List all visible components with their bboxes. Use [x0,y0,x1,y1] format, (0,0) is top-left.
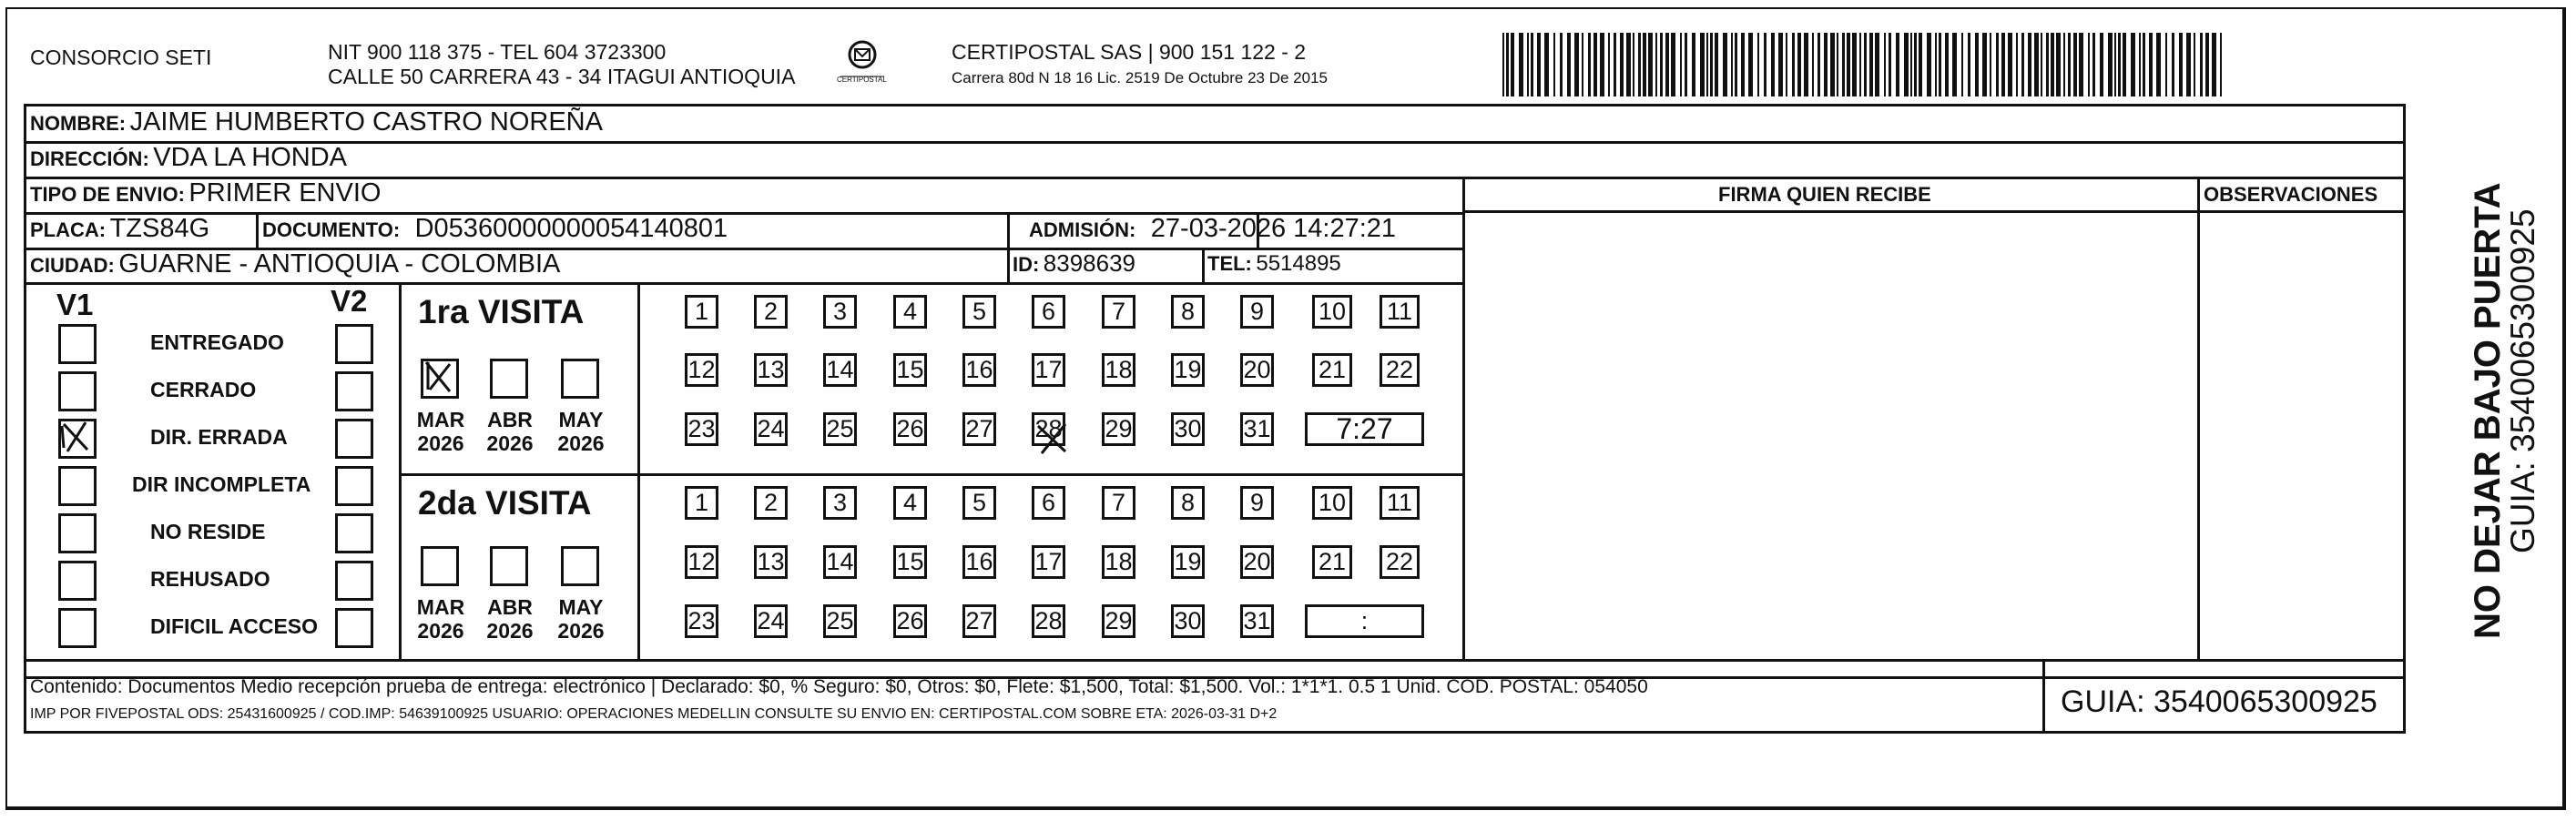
barcode-bar [1531,33,1533,96]
v1-checkbox[interactable] [58,608,97,648]
visit1-title: 1ra VISITA [418,293,585,330]
address-line: CALLE 50 CARRERA 43 - 34 ITAGUI ANTIOQUIA [328,65,796,88]
barcode-bar [1797,33,1801,96]
day-box[interactable]: 26 [893,604,927,638]
barcode-bar [2034,33,2039,96]
day-box[interactable]: 28 [1032,604,1065,638]
barcode-bar [2139,33,2141,96]
v1-checkbox[interactable] [58,466,97,506]
barcode-bar [1968,33,1970,96]
barcode-bar [1685,33,1687,96]
v2-label: V2 [331,284,368,318]
status-label: CERRADO [150,378,257,401]
direccion-label: DIRECCIÓN: [30,147,149,170]
month-label [415,408,466,456]
barcode-bar [1830,33,1835,96]
barcode-bar [1655,33,1657,96]
side-warning: NO DEJAR BAJO PUERTA [2468,182,2508,639]
day-box[interactable]: 15 [893,545,927,579]
day-box[interactable]: 4 [893,486,927,520]
day-box[interactable]: 1 [685,295,718,329]
barcode-bar [1975,33,1979,96]
v1-checkbox[interactable] [58,324,97,364]
barcode-bar [1896,33,1899,96]
v2-checkbox[interactable] [335,513,373,553]
barcode-bar [1544,33,1549,96]
barcode-bar [1620,33,1624,96]
tipo-envio-field [30,180,381,207]
id-label: ID: [1013,253,1040,276]
day-box[interactable]: 9 [1240,486,1274,520]
barcode-bar [1864,33,1867,96]
nombre-label: NOMBRE: [30,112,127,135]
barcode-bar [1582,33,1583,96]
barcode-bar [2051,33,2054,96]
barcode-bar [1608,33,1610,96]
v2-checkbox[interactable] [335,419,373,459]
v2-checkbox[interactable] [335,608,373,648]
day-box[interactable]: 1 [685,486,718,520]
admision-value: 27-03-2026 14:27:21 [1150,214,1397,243]
day-box[interactable]: 22 [1380,353,1420,387]
side-guia: GUIA: 3540065300925 [2504,208,2541,553]
documento-value: D05360000000054140801 [414,214,728,243]
x-mark-dir-errada-icon [58,419,93,455]
day-box[interactable]: 2 [754,486,788,520]
v1-label: V1 [56,288,94,321]
barcode-bar [2041,33,2042,96]
barcode-graphic [1502,33,2226,96]
day-box[interactable]: 12 [685,545,718,579]
day-box[interactable]: 24 [754,604,788,638]
day-box[interactable]: 29 [1102,604,1135,638]
day-box[interactable]: 2 [754,295,788,329]
month-checkbox[interactable] [490,359,528,399]
placa-field [30,216,209,242]
direccion-value: VDA LA HONDA [153,143,347,172]
barcode-bar [1700,33,1705,96]
day-box[interactable]: 20 [1240,353,1274,387]
month-checkbox[interactable] [561,546,599,586]
observaciones-header: OBSERVACIONES [2204,183,2378,206]
tipo-envio-value: PRIMER ENVIO [188,178,382,208]
barcode-bar [1567,33,1571,96]
day-box[interactable]: 19 [1171,353,1205,387]
barcode-bar [1927,33,1931,96]
day-box[interactable]: 26 [893,412,927,446]
barcode-bar [1982,33,1987,96]
month-year: 2026 [486,431,534,456]
barcode-bar [2056,33,2061,96]
day-box[interactable]: 14 [823,353,857,387]
barcode-bar [1961,33,1963,96]
tel-value: 5514895 [1256,251,1341,276]
tel-field [1207,253,1341,275]
day-box[interactable]: 6 [1032,486,1065,520]
day-box[interactable]: 3 [823,295,857,329]
barcode-bar [2205,33,2209,96]
barcode-bar [1748,33,1753,96]
barcode-bar [1600,33,1604,96]
day-box[interactable]: 10 [1312,486,1352,520]
v2-checkbox[interactable] [335,371,373,411]
day-box[interactable]: 30 [1171,604,1205,638]
barcode-bar [1519,33,1523,96]
barcode-bar [2179,33,2183,96]
barcode-bar [2108,33,2113,96]
documento-field [262,216,728,242]
barcode-bar [1852,33,1857,96]
v2-checkbox[interactable] [335,466,373,506]
placa-value: TZS84G [109,214,210,243]
v1-checkbox[interactable] [58,513,97,553]
barcode-bar [1952,33,1957,96]
day-box[interactable]: 8 [1171,295,1205,329]
barcode-bar [1792,33,1795,96]
company-name: CONSORCIO SETI [30,46,212,69]
barcode-bar [2063,33,2065,96]
month-year: 2026 [417,431,464,456]
certipostal-logo [835,36,890,91]
barcode-bar [2186,33,2191,96]
day-box[interactable]: 8 [1171,486,1205,520]
day-box[interactable]: 12 [685,353,718,387]
day-box[interactable]: 13 [754,353,788,387]
barcode-bar [1817,33,1820,96]
admision-label: ADMISIÓN: [1029,218,1136,241]
nombre-field [30,109,603,136]
barcode-bar [1812,33,1814,96]
v1-checkbox[interactable] [58,371,97,411]
barcode-bar [2123,33,2126,96]
day-box[interactable]: 7 [1102,295,1135,329]
barcode-bar [1553,33,1555,96]
barcode-bar [2092,33,2095,96]
barcode-bar [2088,33,2090,96]
barcode-bar [1643,33,1646,96]
barcode-bar [2001,33,2005,96]
day-box[interactable]: 17 [1032,353,1065,387]
barcode-bar [2028,33,2031,96]
barcode-bar [1919,33,1922,96]
barcode-bar [1560,33,1563,96]
barcode-bar [1757,33,1759,96]
day-box[interactable]: 31 [1240,412,1274,446]
barcode-bar [1764,33,1767,96]
month-label [484,595,535,644]
license-line: Carrera 80d N 18 16 Lic. 2519 De Octubre 23 De 2015 [952,69,1328,86]
day-box[interactable]: 15 [893,353,927,387]
day-box[interactable]: 23 [685,604,718,638]
ciudad-label: CIUDAD: [30,254,115,277]
barcode-bar [1996,33,1999,96]
barcode-bar [1692,33,1695,96]
barcode-bar [1731,33,1733,96]
barcode-bar [1710,33,1713,96]
barcode-bar [2143,33,2145,96]
month-checkbox[interactable] [490,546,528,586]
barcode-bar [1715,33,1718,96]
month-label [484,408,535,456]
barcode-bar [1741,33,1745,96]
day-box[interactable]: 31 [1240,604,1274,638]
barcode-bar [1847,33,1850,96]
barcode-bar [1837,33,1838,96]
barcode-bar [1502,33,1504,96]
barcode-bar [1537,33,1541,96]
time-box[interactable]: : [1305,604,1424,638]
barcode-bar [1804,33,1808,96]
day-box[interactable]: 4 [893,295,927,329]
v1-checkbox[interactable] [58,561,97,601]
firma-header: FIRMA QUIEN RECIBE [1718,183,1931,206]
barcode-bar [1574,33,1579,96]
placa-label: PLACA: [30,218,107,241]
barcode-bar [2114,33,2116,96]
day-box[interactable]: 16 [962,353,996,387]
barcode-bar [1914,33,1917,96]
day-box[interactable]: 23 [685,412,718,446]
month-label [415,595,466,644]
day-box[interactable]: 25 [823,604,857,638]
time-box[interactable]: 7:27 [1305,412,1424,446]
month-year: 2026 [557,619,605,644]
barcode-bar [1735,33,1737,96]
barcode-bar [1884,33,1886,96]
visit2-title: 2da VISITA [418,484,592,522]
observaciones-area[interactable] [2200,213,2404,657]
barcode-bar [1660,33,1663,96]
day-box[interactable]: 21 [1312,545,1352,579]
status-label: NO RESIDE [150,520,266,543]
certipostal-line: CERTIPOSTAL SAS | 900 151 122 - 2 [952,40,1307,64]
month-name: MAR [416,408,465,431]
barcode-bar [2008,33,2012,96]
v2-checkbox[interactable] [335,561,373,601]
barcode-bar [2220,33,2222,96]
month-year: 2026 [486,619,534,644]
day-box[interactable]: 19 [1171,545,1205,579]
day-box[interactable]: 13 [754,545,788,579]
barcode-bar [2200,33,2203,96]
barcode-bar [1875,33,1879,96]
barcode-bar [2212,33,2216,96]
barcode-bar [2100,33,2103,96]
day-box[interactable]: 24 [754,412,788,446]
id-value: 8398639 [1043,249,1136,277]
footer-guia: GUIA: 3540065300925 [2061,684,2377,719]
barcode-bar [1588,33,1591,96]
day-box[interactable]: 29 [1102,412,1135,446]
tel-label: TEL: [1207,252,1252,275]
footer-imp-line: IMP POR FIVEPOSTAL ODS: 25431600925 / COD.IMP: 54639100925 USUARIO: OPERACIONES MEDELLIN CONSULTE SU ENVIO EN: CERTIPOSTAL.COM SOBRE ETA: 2026-03-31 D+2 [30,706,1278,722]
day-box[interactable]: 5 [962,486,996,520]
barcode-bar [2194,33,2195,96]
day-box[interactable]: 21 [1312,353,1352,387]
month-label [555,595,606,644]
footer-contenido: Contenido: Documentos Medio recepción prueba de entrega: electrónico | Declarado: $0, % Seguro: $0, Otros: $0, Flete: $1,500, Total: $1,500. Vol.: 1*1*1. 0.5 1 Unid. COD. POSTAL: 054050 [30,676,1648,697]
barcode-bar [2172,33,2174,96]
day-box[interactable]: 27 [962,412,996,446]
barcode-bar [1889,33,1891,96]
barcode-bar [1859,33,1861,96]
barcode-bar [1945,33,1949,96]
x-mark-mar-icon [421,359,457,395]
barcode-bar [2118,33,2121,96]
barcode-bar [1842,33,1845,96]
day-box[interactable]: 7 [1102,486,1135,520]
barcode-bar [1665,33,1669,96]
barcode-bar [2046,33,2049,96]
day-box[interactable]: 11 [1380,486,1420,520]
month-year: 2026 [417,619,464,644]
id-field [1013,251,1135,275]
barcode-bar [1671,33,1675,96]
day-box[interactable]: 18 [1102,353,1135,387]
barcode-bar [1633,33,1634,96]
barcode-bar [1648,33,1653,96]
barcode-bar [1706,33,1708,96]
tipo-envio-label: TIPO DE ENVIO: [30,183,185,206]
day-box[interactable]: 27 [962,604,996,638]
day-box[interactable]: 3 [823,486,857,520]
documento-label: DOCUMENTO: [262,218,401,241]
month-name: ABR [487,408,533,431]
nit-line: NIT 900 118 375 - TEL 604 3723300 [328,40,667,64]
barcode-bar [1990,33,1991,96]
month-name: MAY [558,595,604,619]
barcode-bar [1527,33,1529,96]
barcode-bar [2021,33,2024,96]
month-checkbox[interactable] [561,359,599,399]
month-name: ABR [487,595,533,619]
day-box[interactable]: 10 [1312,295,1352,329]
day-box[interactable]: 20 [1240,545,1274,579]
barcode [1502,33,2226,96]
v2-checkbox[interactable] [335,324,373,364]
barcode-bar [2079,33,2083,96]
day-box[interactable]: 28 [1032,412,1065,446]
barcode-bar [1680,33,1682,96]
day-box[interactable]: 22 [1380,545,1420,579]
direccion-field [30,145,347,171]
barcode-bar [1506,33,1509,96]
barcode-bar [2073,33,2077,96]
barcode-bar [1869,33,1873,96]
day-box[interactable]: 16 [962,545,996,579]
barcode-bar [1904,33,1909,96]
day-box[interactable]: 17 [1032,545,1065,579]
barcode-bar [2068,33,2071,96]
barcode-bar [1935,33,1937,96]
month-label [555,408,606,456]
ciudad-value: GUARNE - ANTIOQUIA - COLOMBIA [118,249,561,279]
status-label: REHUSADO [150,567,270,591]
status-label: DIR INCOMPLETA [132,472,311,496]
day-box[interactable]: 9 [1240,295,1274,329]
x-mark-day28-icon [1034,421,1071,457]
day-box[interactable]: 5 [962,295,996,329]
day-box[interactable]: 18 [1102,545,1135,579]
barcode-bar [1786,33,1787,96]
day-box[interactable]: 14 [823,545,857,579]
barcode-bar [2165,33,2167,96]
barcode-bar [1614,33,1616,96]
barcode-bar [2156,33,2161,96]
barcode-bar [1778,33,1783,96]
barcode-bar [1593,33,1597,96]
month-name: MAY [558,408,604,431]
month-name: MAR [416,595,465,619]
status-label: DIR. ERRADA [150,425,288,449]
logo-text: CERTIPOSTAL [837,76,887,84]
barcode-bar [1771,33,1775,96]
day-box[interactable]: 30 [1171,412,1205,446]
barcode-bar [1723,33,1727,96]
barcode-bar [2149,33,2153,96]
nombre-value: JAIME HUMBERTO CASTRO NOREÑA [129,107,603,137]
barcode-bar [2131,33,2135,96]
barcode-bar [1638,33,1641,96]
barcode-bar [2016,33,2018,96]
day-box[interactable]: 25 [823,412,857,446]
month-year: 2026 [557,431,605,456]
day-box[interactable]: 11 [1380,295,1420,329]
month-checkbox[interactable] [421,546,459,586]
barcode-bar [1511,33,1514,96]
admision-field [1029,216,1396,242]
day-box[interactable]: 6 [1032,295,1065,329]
barcode-bar [1824,33,1828,96]
barcode-bar [1939,33,1941,96]
barcode-bar [1910,33,1912,96]
firma-area[interactable] [1465,213,2195,657]
status-label: DIFICIL ACCESO [150,614,319,638]
barcode-bar [1626,33,1631,96]
ciudad-field [30,251,560,278]
status-label: ENTREGADO [150,330,284,354]
